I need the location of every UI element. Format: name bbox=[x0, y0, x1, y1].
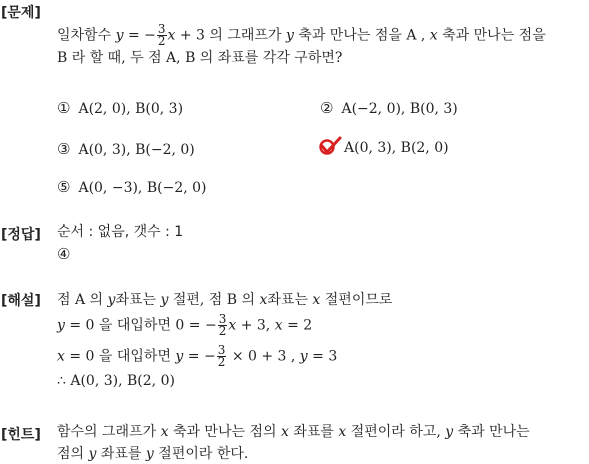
fraction-denominator: 2 bbox=[217, 355, 226, 369]
option-text: A(0, −3), B(−2, 0) bbox=[78, 180, 207, 196]
math-var: y bbox=[57, 317, 65, 334]
hint-line-2 bbox=[57, 446, 248, 463]
fraction-denominator: 2 bbox=[157, 34, 166, 48]
hint-text: 절편이라 하고, bbox=[350, 424, 441, 440]
math-var: x bbox=[228, 317, 237, 334]
math-var: x bbox=[259, 292, 268, 308]
fraction-numerator: 3 bbox=[157, 22, 166, 36]
math-op: + 3 bbox=[179, 27, 205, 44]
math-var: x bbox=[167, 27, 176, 44]
math-var: y bbox=[115, 27, 124, 44]
math-var: y bbox=[445, 424, 454, 440]
math-var: y bbox=[175, 348, 184, 365]
hint-text: 좌표를 bbox=[100, 446, 142, 462]
math-var: y bbox=[285, 27, 294, 44]
problem-line-2: B 라 할 때, 두 점 A, B 의 좌표를 각각 구하면? bbox=[57, 50, 343, 66]
math-var: y bbox=[145, 446, 154, 462]
hint-line-1 bbox=[57, 424, 530, 441]
hint-label: [힌트] bbox=[1, 427, 41, 443]
math-var: x bbox=[312, 292, 321, 308]
explanation-label: [해설] bbox=[1, 293, 41, 309]
option-text: A(2, 0), B(0, 3) bbox=[78, 101, 184, 117]
explanation-line-1 bbox=[57, 292, 392, 309]
explanation-text: 좌표는 bbox=[115, 292, 157, 308]
math-op: = − bbox=[127, 27, 156, 44]
math-var: y bbox=[160, 292, 169, 308]
explanation-text: 좌표는 bbox=[267, 292, 308, 308]
fraction bbox=[218, 314, 228, 337]
option-number: ③ bbox=[57, 140, 71, 158]
explanation-line-2 bbox=[57, 314, 312, 337]
hint-text: 축과 만나는 점의 bbox=[172, 424, 277, 440]
problem-text: 의 그래프가 bbox=[209, 27, 282, 44]
explanation-text: 절편이므로 bbox=[324, 292, 393, 308]
math-var: x bbox=[429, 27, 438, 44]
math-var: x bbox=[160, 424, 169, 440]
problem-text: 일차함수 bbox=[57, 27, 112, 44]
problem-text: 축과 만나는 점을 A , bbox=[298, 27, 426, 44]
answer-line-1: 순서 : 없음, 갯수 : 1 bbox=[57, 224, 184, 240]
explanation-text: 점 A 의 bbox=[57, 292, 104, 308]
answer-label: [정답] bbox=[1, 227, 41, 243]
hint-text: 함수의 그래프가 bbox=[57, 424, 157, 440]
option-text: A(0, 3), B(−2, 0) bbox=[78, 142, 195, 158]
option-4[interactable] bbox=[344, 140, 449, 156]
math-var: y bbox=[88, 446, 97, 462]
explanation-line-4: ∴ A(0, 3), B(2, 0) bbox=[57, 373, 175, 389]
fraction-denominator: 2 bbox=[218, 324, 227, 338]
option-text: A(−2, 0), B(0, 3) bbox=[341, 101, 458, 117]
fraction bbox=[157, 24, 167, 47]
problem-text: 축과 만나는 점을 bbox=[442, 27, 546, 44]
math-op: = 3 bbox=[312, 348, 338, 365]
hint-text: 축과 만나는 bbox=[457, 424, 530, 440]
option-2[interactable] bbox=[320, 99, 458, 117]
option-number: ② bbox=[320, 99, 334, 117]
hint-text: 절편이라 한다. bbox=[158, 446, 249, 462]
math-var: x bbox=[280, 424, 289, 440]
math-var: x bbox=[274, 317, 283, 334]
fraction-numerator: 3 bbox=[217, 343, 226, 357]
hint-text: 점의 bbox=[57, 446, 85, 462]
fraction bbox=[217, 345, 227, 368]
explanation-text: = 0 을 대입하면 bbox=[69, 348, 171, 365]
hint-text: 좌표를 bbox=[293, 424, 334, 440]
option-number: ⑤ bbox=[57, 178, 71, 196]
math-op: × 0 + 3 , bbox=[231, 348, 296, 365]
explanation-line-3 bbox=[57, 345, 337, 368]
math-op: + 3, bbox=[240, 317, 271, 334]
math-var: y bbox=[107, 292, 116, 308]
math-op: = 2 bbox=[287, 317, 313, 334]
explanation-text: = 0 을 대입하면 0 = − bbox=[69, 317, 217, 334]
problem-label: [문제] bbox=[1, 5, 41, 21]
answer-line-2: ④ bbox=[57, 245, 71, 263]
math-op: = − bbox=[187, 348, 216, 365]
problem-line-1 bbox=[57, 24, 546, 47]
option-1[interactable] bbox=[57, 99, 183, 117]
explanation-text: 절편, 점 B 의 bbox=[172, 292, 256, 308]
fraction-numerator: 3 bbox=[218, 312, 227, 326]
check-icon bbox=[318, 136, 342, 160]
option-number: ① bbox=[57, 99, 71, 117]
math-var: y bbox=[299, 348, 308, 365]
option-text: A(0, 3), B(2, 0) bbox=[344, 140, 449, 156]
math-var: x bbox=[338, 424, 347, 440]
math-var: x bbox=[57, 348, 65, 365]
option-3[interactable] bbox=[57, 140, 195, 158]
option-5[interactable] bbox=[57, 178, 207, 196]
